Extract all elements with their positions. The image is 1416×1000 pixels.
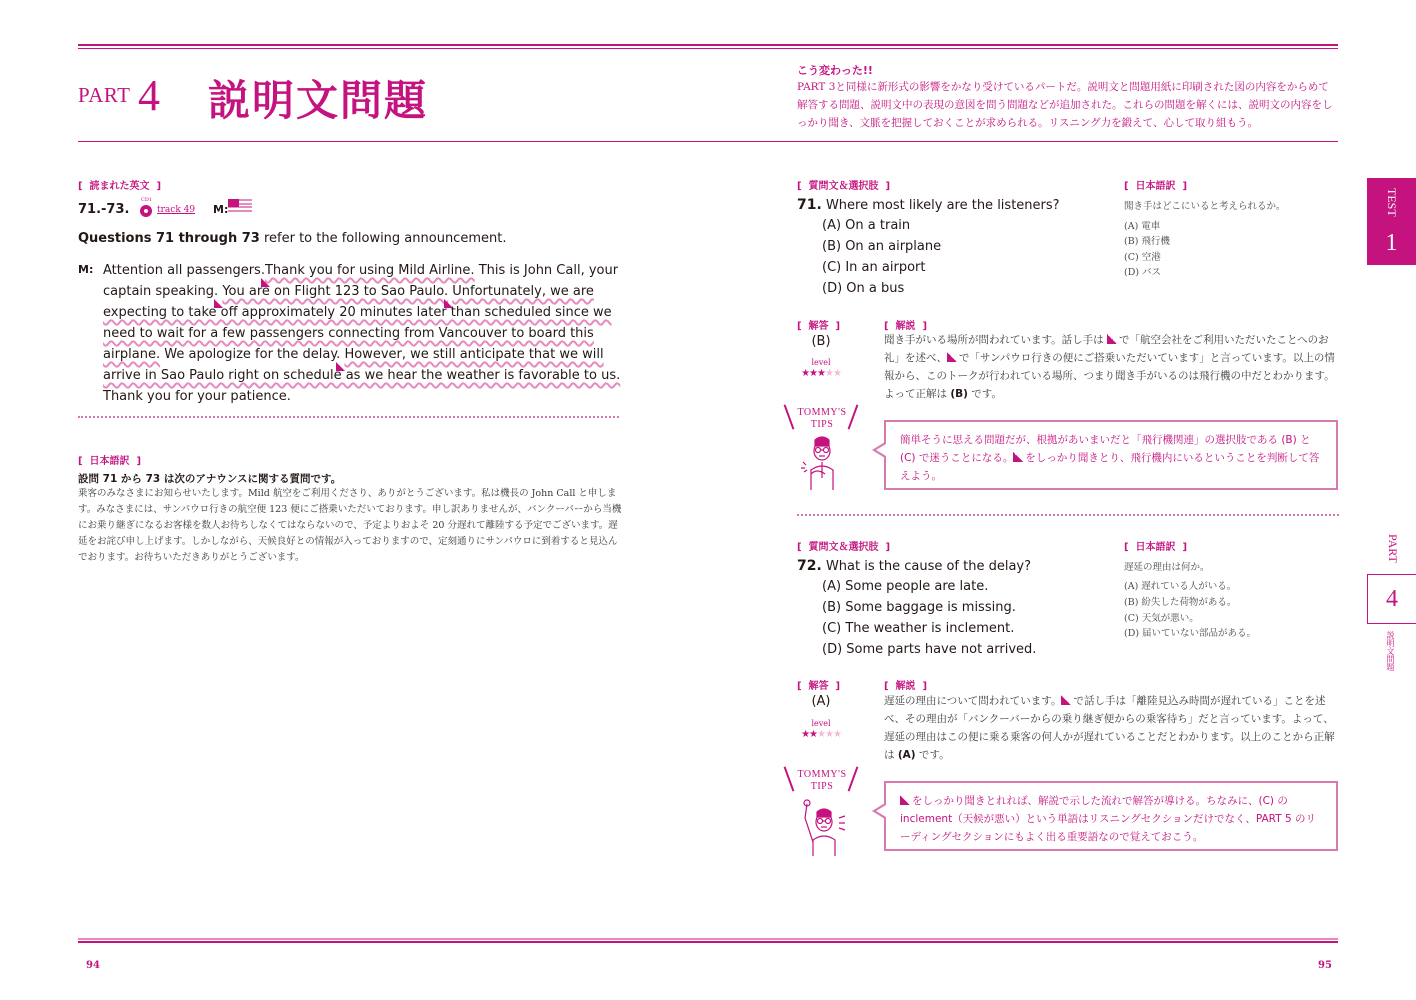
script-key-sentence-4: However, we still anticipate that we will arrive in Sao Paulo right on schedule as we hear the weather is favorable to us. <box>103 347 621 383</box>
script-key-sentence-1: Thank you for using Mild Airline. <box>264 263 475 278</box>
q72-option-b: (B) Some baggage is missing. <box>822 600 1016 615</box>
q71-jp-question: 聞き手はどこにいると考えられるか。 <box>1124 201 1286 212</box>
q72-jp-label: [ 日本語訳 ] <box>1124 542 1188 553</box>
q71-number: 71. <box>797 197 822 213</box>
page-title: 説明文問題 <box>208 76 429 125</box>
q71-section-label: [ 質問文＆選択肢 ] <box>797 181 891 192</box>
intro-bold: Questions 71 through 73 <box>78 231 260 246</box>
part-label: PART <box>78 83 131 107</box>
cd-label: CD1 <box>141 197 153 203</box>
part-number: 4 <box>138 71 160 120</box>
tab-test-label: TEST <box>1385 188 1399 217</box>
right-page-number: 95 <box>1318 960 1332 971</box>
q71-jp-option-b: (B) 飛行機 <box>1124 236 1170 247</box>
script-sentence: Attention all passengers. <box>103 263 265 278</box>
q71-answer-label: [ 解答 ] <box>797 321 841 332</box>
marker-2-icon <box>1013 452 1023 462</box>
cd-disc-icon <box>140 205 152 217</box>
q71-option-c: (C) In an airport <box>822 260 926 275</box>
question-range: 71.-73. <box>78 202 130 217</box>
q72-level-label: level <box>811 719 831 728</box>
marker-3-icon <box>1061 695 1071 705</box>
script-speaker: M: <box>78 263 94 276</box>
marker-2-icon <box>947 352 957 362</box>
changes-body: PART 3と同様に新形式の影響をかなり受けているパートだ。説明文と問題用紙に印刷された図の内容をからめて解答する問題、説明文中の表現の意図を問う問題などが追加された。これらの問題を解くには、説明文の内容をしっかり聞き、文脈を把握しておくことが求められる。リスニング力を鍛えて、心して取り組もう。 <box>797 81 1333 129</box>
q72-question <box>797 558 1031 574</box>
track-link[interactable]: track 49 <box>157 205 196 215</box>
speaker-label: M: <box>213 203 229 216</box>
q72-explanation: 遅延の理由について問われています。 で話し手は「離陸見込み時間が遅れている」ことを述べ、その理由が「バンクーバーからの乗り継ぎ便からの乗客待ち」だと言っています。よって、遅延の理由はこの便に乗る乗客の何人かが遅れていることだとわかります。以上のことから正解は (A) です。 <box>884 695 1335 761</box>
q72-option-a: (A) Some people are late. <box>822 579 989 594</box>
tab-test-1[interactable] <box>1367 178 1416 265</box>
tab-part-title: 説明文問題 <box>1386 631 1395 671</box>
script-sentence: This is John Call, your captain speaking. <box>103 263 619 299</box>
q71-explanation: 聞き手がいる場所が問われています。話し手は で「航空会社をご利用いただいたことへのお礼」を述べ、 で「サンパウロ行きの便にご搭乗いただいています」と言っています。以上の情報から、このトークが行われている場所、つまり聞き手がいるのは飛行機の中だとわかります。よって正解は (B) です。 <box>884 334 1335 400</box>
tab-part-4[interactable]: 4 <box>1367 574 1416 624</box>
q72-number: 72. <box>797 558 822 574</box>
script-sentence: We apologize for the delay. <box>160 347 341 362</box>
q71-level-label: level <box>811 358 831 367</box>
q71-answer: (B) <box>811 334 831 349</box>
q72-jp-option-a: (A) 遅れている人がいる。 <box>1124 581 1237 592</box>
q71-jp-option-d: (D) バス <box>1124 267 1162 278</box>
q71-option-d: (D) On a bus <box>822 281 905 296</box>
q72-jp-option-c: (C) 天気が悪い。 <box>1124 613 1199 624</box>
section-divider <box>797 514 1339 516</box>
translation-label: [ 日本語訳 ] <box>78 456 142 467</box>
tommy-character-icon <box>797 434 847 492</box>
q71-jp-option-c: (C) 空港 <box>1124 252 1161 263</box>
changes-heading: こう変わった!! <box>797 64 873 77</box>
q72-difficulty-stars-icon: ★★★★★ <box>801 729 841 740</box>
footer-rule <box>78 938 1338 943</box>
q72-text: What is the cause of the delay? <box>821 559 1032 574</box>
tips-label: TOMMY'S TIPS <box>797 769 847 792</box>
q71-difficulty-stars-icon: ★★★★★ <box>801 368 841 379</box>
q72-explanation-label: [ 解説 ] <box>884 681 928 692</box>
script-sentence: Thank you for your patience. <box>103 389 291 404</box>
intro-rest: refer to the following announcement. <box>259 231 507 246</box>
q72-jp-option-b: (B) 紛失した荷物がある。 <box>1124 597 1237 608</box>
translation-body: 乗客のみなさまにお知らせいたします。Mild 航空をご利用くださり、ありがとうございます。私は機長の John Call と申します。みなさまには、サンパウロ行きの航空便 123 便にご搭乗いただいております。申し訳ありませんが、バンクーバーから当機にお乗り継ぎになるお客様を数人お待ちしなくてはならないので、予定よりおよそ 20 分遅れて離陸する予定でございます。遅延をお詫び申し上げます。しかしながら、天候良好との情報が入っておりますので、定刻通りにサンパウロに到着すると見込んでおります。お待ちいただきありがとうございます。 <box>78 488 622 563</box>
script-text <box>103 260 623 407</box>
q72-jp-question: 遅延の理由は何か。 <box>1124 562 1210 573</box>
left-page-number: 94 <box>86 960 100 971</box>
tab-part-label: PART <box>1386 534 1400 563</box>
q71-tips-bubble: 簡単そうに思える問題だが、根拠があいまいだと「飛行機関連」の選択肢である (B) と (C) で迷うことになる。 をしっかり聞きとり、飛行機内にいるということを判断して答えよう。 <box>884 420 1338 490</box>
section-divider <box>78 416 619 418</box>
q72-answer: (A) <box>811 694 831 709</box>
script-section-label: [ 読まれた英文 ] <box>78 181 162 192</box>
q71-question <box>797 197 1060 213</box>
marker-3-icon <box>900 795 910 805</box>
american-flag-icon <box>228 199 252 215</box>
tips-label: TOMMY'S TIPS <box>797 407 847 430</box>
q72-option-d: (D) Some parts have not arrived. <box>822 642 1037 657</box>
q72-tips-bubble: をしっかり聞きとれれば、解説で示した流れで解答が導ける。ちなみに、(C) の inclement（天候が悪い）という単語はリスニングセクションだけでなく、PART 5 のリーディングセクションにもよく出る重要語なので覚えておこう。 <box>884 781 1338 851</box>
tommy-character-icon <box>797 798 847 856</box>
q72-section-label: [ 質問文＆選択肢 ] <box>797 542 891 553</box>
q72-jp-option-d: (D) 届いていない部品がある。 <box>1124 628 1257 639</box>
q71-explanation-label: [ 解説 ] <box>884 321 928 332</box>
q71-option-b: (B) On an airplane <box>822 239 942 254</box>
q71-option-a: (A) On a train <box>822 218 911 233</box>
header-rule-top <box>78 44 1338 49</box>
intro-line <box>78 231 506 246</box>
q72-answer-label: [ 解答 ] <box>797 681 841 692</box>
q71-jp-option-a: (A) 電車 <box>1124 221 1161 232</box>
q72-option-c: (C) The weather is inclement. <box>822 621 1015 636</box>
q71-text: Where most likely are the listeners? <box>821 198 1060 213</box>
translation-heading: 設問 71 から 73 は次のアナウンスに関する質問です。 <box>78 473 342 485</box>
cd-icon <box>140 198 154 218</box>
script-key-sentence-3: Unfortunately, we are expecting to take off approximately 20 minutes later than scheduled since we need to wait for a few passengers connecting from Vancouver to board this airplane. <box>103 284 612 362</box>
marker-1-icon <box>1107 334 1117 344</box>
header-rule-bottom <box>78 141 1338 142</box>
script-key-sentence-2: You are on Flight 123 to Sao Paulo. <box>222 284 449 299</box>
tab-test-number: 1 <box>1385 230 1398 256</box>
q71-jp-label: [ 日本語訳 ] <box>1124 181 1188 192</box>
